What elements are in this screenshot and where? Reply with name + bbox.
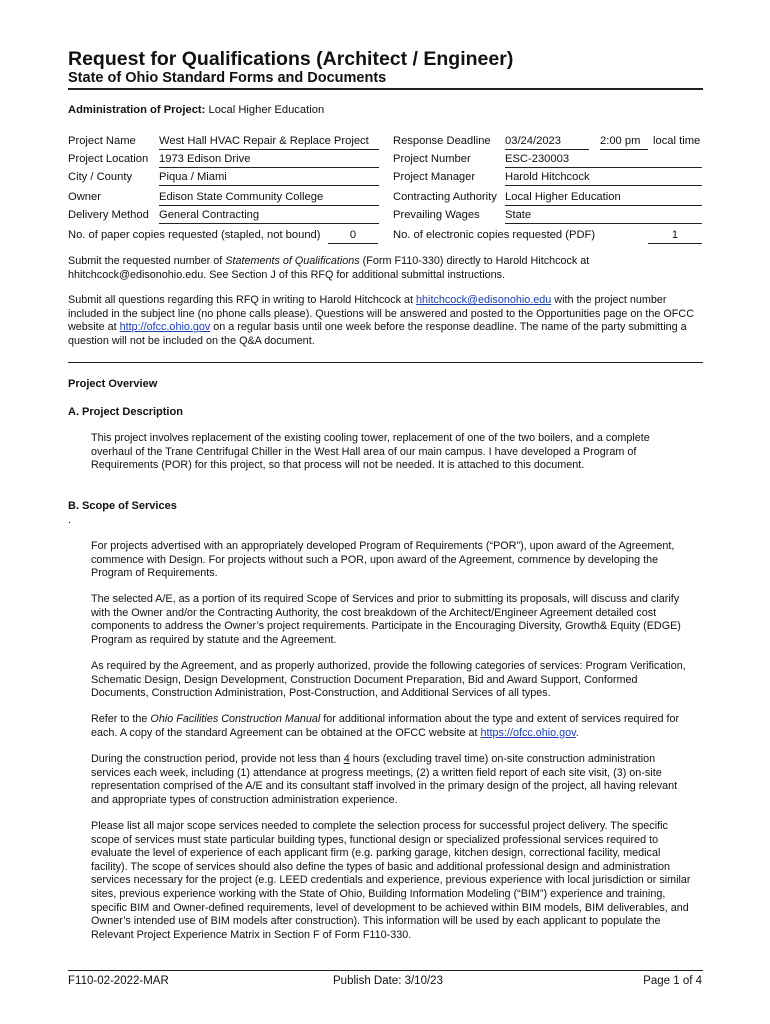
construction-text-2: hours (excluding travel time) on-site construction administration services each week, including (1) attendance at progress meetings, (2) a written field report of each site visit, (3) on-site representation comprised of the A/E and its consultant staff involved in the primary design of the project, all having relevant and appropriate types of construction administration experience. <box>91 753 678 806</box>
construction-hours: 4 <box>343 753 350 765</box>
contracting-authority-label: Contracting Authority <box>393 191 497 203</box>
paper-copies-label: No. of paper copies requested (stapled, not bound) <box>68 229 321 241</box>
project-manager-label: Project Manager <box>393 171 476 183</box>
scope-of-services-heading: B. Scope of Services <box>68 500 177 512</box>
project-number-value: ESC-230003 <box>505 152 702 168</box>
page-number: Page 1 of 4 <box>643 975 702 987</box>
ofcc-https-link[interactable]: https://ofcc.ohio.gov <box>480 726 576 739</box>
response-deadline-date: 03/24/2023 <box>505 134 589 150</box>
questions-text-3: on a regular basis until one week before the response deadline. The name of the party submitting a question will not be included on the Q&A document. <box>68 321 687 347</box>
page-title: Request for Qualifications (Architect / Engineer) <box>68 48 514 70</box>
delivery-method-value: General Contracting <box>159 208 379 224</box>
manual-text-1: Refer to the <box>91 713 151 725</box>
form-id: F110-02-2022-MAR <box>68 975 169 987</box>
contact-email-link[interactable]: hhitchcock@edisonohio.edu <box>416 294 552 306</box>
response-deadline-time: 2:00 pm <box>600 134 648 150</box>
response-deadline-suffix: local time <box>653 135 701 147</box>
questions-text-1: Submit all questions regarding this RFQ in writing to Harold Hitchcock at <box>68 294 417 306</box>
project-description-text: This project involves replacement of the existing cooling tower, replacement of one of the two boilers, and a complete overhaul of the Trane Centrifugal Chiller in the West Hall area of our main campus. I have developed a Program of Requirements (POR) for this project, so that process will not be needed. It is attached to this document. <box>91 432 650 472</box>
page-subtitle: State of Ohio Standard Forms and Documents <box>68 70 387 86</box>
response-deadline-label: Response Deadline <box>393 135 491 147</box>
owner-value: Edison State Community College <box>159 190 379 206</box>
construction-text-1: During the construction period, provide not less than <box>91 753 344 765</box>
scope-paragraph-5 <box>91 753 696 807</box>
project-name-value: West Hall HVAC Repair & Replace Project <box>159 134 379 150</box>
scope-dot: . <box>68 514 72 526</box>
header-divider <box>68 88 703 90</box>
questions-instructions <box>68 294 708 348</box>
publish-date: Publish Date: 3/10/23 <box>333 975 443 987</box>
manual-text-2: for additional information about the type and extent of services required for each. A copy of the standard Agreement can be obtained at the OFCC website at <box>91 713 680 739</box>
submission-instructions <box>68 255 708 282</box>
project-name-label: Project Name <box>68 135 136 147</box>
electronic-copies-label: No. of electronic copies requested (PDF) <box>393 229 596 241</box>
city-county-label: City / County <box>68 171 133 183</box>
project-manager-value: Harold Hitchcock <box>505 170 702 186</box>
administration-label: Administration of Project: <box>68 104 206 116</box>
section-divider <box>68 362 703 363</box>
administration-row <box>68 104 324 116</box>
footer-divider <box>68 970 703 971</box>
scope-paragraph-3: As required by the Agreement, and as properly authorized, provide the following categories of services: Program Verification, Schematic Design, Design Development, Construction Document Preparation, Bid and Award Support, Conformed Documents, Construction Administration, Post-Construction, and Additional Services of all types. <box>91 660 686 700</box>
submission-text-1: Submit the requested number of <box>68 255 226 267</box>
project-location-label: Project Location <box>68 153 149 165</box>
city-county-value: Piqua / Miami <box>159 170 379 186</box>
prevailing-wages-label: Prevailing Wages <box>393 209 480 221</box>
submission-form-title: Statements of Qualifications <box>225 255 360 267</box>
manual-title: Ohio Facilities Construction Manual <box>150 713 321 725</box>
electronic-copies-value: 1 <box>648 228 702 244</box>
paper-copies-value: 0 <box>328 228 378 244</box>
scope-paragraph-1: For projects advertised with an appropriately developed Program of Requirements (“POR”), upon award of the Agreement, commence with Design. For projects without such a POR, upon award of the Agreement, commence by developing the Program of Requirements. <box>91 540 675 580</box>
ofcc-website-link[interactable]: http://ofcc.ohio.gov <box>119 321 211 334</box>
scope-paragraph-6: Please list all major scope services needed to complete the selection process for successful project delivery. The specific scope of services must state particular building types, functional design or specialized professional services required to evaluate the level of experience of each applicant firm (e.g. parking garage, kitchen design, correctional facility, medical facility). The scope of services should also define the types of basic and additional professional design and administration services necessary for the project (e.g. LEED credentials and experience, previous experience with local jurisdiction or similar sites, previous experience working with the State of Ohio, Building Information Modeling (“BIM”) experience and training, specific BIM and Owner-defined requirements, level of development to be achieved within BIM models, BIM deliverables, and Owner’s intended use of BIM models after construction). This information will be used by each applicant to populate the Relevant Project Experience Matrix in Section F of Form F110-330. <box>91 820 691 941</box>
project-number-label: Project Number <box>393 153 471 165</box>
prevailing-wages-value: State <box>505 208 702 224</box>
project-description-heading: A. Project Description <box>68 406 183 418</box>
contracting-authority-value: Local Higher Education <box>505 190 702 206</box>
administration-value: Local Higher Education <box>208 104 325 116</box>
project-location-value: 1973 Edison Drive <box>159 152 379 168</box>
manual-text-3: . <box>575 726 579 739</box>
delivery-method-label: Delivery Method <box>68 209 149 221</box>
scope-paragraph-2: The selected A/E, as a portion of its required Scope of Services and prior to submitting its proposals, will discuss and clarify with the Owner and/or the Contracting Authority, the cost breakdown of the Architect/Engineer Agreement detailed cost components to address the Owner’s project requirements. Participate in the Encouraging Diversity, Growth& Equity (EDGE) Program as required by statute and the Agreement. <box>91 593 681 646</box>
scope-paragraph-4 <box>91 713 696 740</box>
questions-text-2: with the project number included in the subject line (no phone calls please). Questions will be answered and posted to the Opportunities page on the OFCC website at <box>68 294 694 334</box>
owner-label: Owner <box>68 191 101 203</box>
submission-text-2: (Form F110-330) directly to Harold Hitchcock at hhitchcock@edisonohio.edu. See Section J of this RFQ for additional submittal instructions. <box>68 255 590 281</box>
project-overview-heading: Project Overview <box>68 378 158 390</box>
